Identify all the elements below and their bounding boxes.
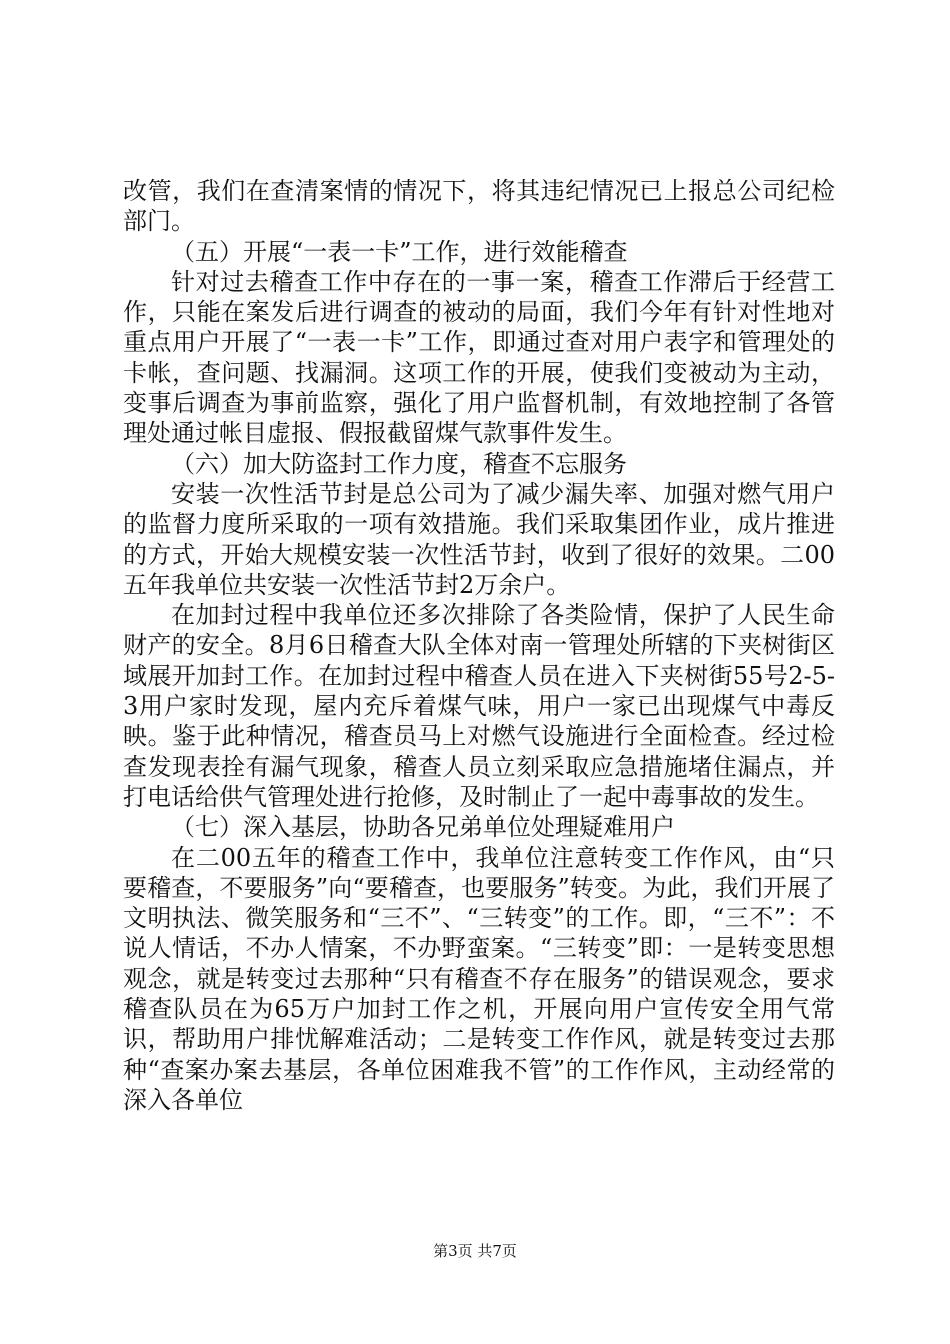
section-heading-7: （七）深入基层，协助各兄弟单位处理疑难用户 bbox=[171, 813, 675, 842]
section-heading-6: （六）加大防盗封工作力度，稽查不忘服务 bbox=[171, 449, 627, 478]
paragraph-seal-installation: 安装一次性活节封是总公司为了减少漏失率、加强对燃气用户的监督力度所采取的一项有效措施。我们采取集团作业，成片推进的方式，开始大规模安装一次性活节封，收到了很好的效果。二00五年我单位共安装一次性活节封2万余户。 bbox=[123, 479, 835, 599]
page-number-footer: 第3页 共7页 bbox=[433, 1242, 517, 1260]
paragraph-continuation: 改管，我们在查清案情的情况下，将其违纪情况已上报总公司纪检部门。 bbox=[123, 177, 835, 236]
section-heading-5: （五）开展“一表一卡”工作，进行效能稽查 bbox=[171, 237, 628, 266]
document-body bbox=[123, 176, 835, 1115]
paragraph-efficiency-audit: 针对过去稽查工作中存在的一事一案，稽查工作滞后于经营工作，只能在案发后进行调查的被动的局面，我们今年有针对性地对重点用户开展了“一表一卡”工作，即通过查对用户表字和管理处的卡帐，查问题、找漏洞。这项工作的开展，使我们变被动为主动，变事后调查为事前监察，强化了用户监督机制，有效地控制了各管理处通过帐目虚报、假报截留煤气款事件发生。 bbox=[123, 267, 835, 448]
paragraph-service-shift: 在二00五年的稽查工作中，我单位注意转变工作作风，由“只要稽查，不要服务”向“要稽查，也要服务”转变。为此，我们开展了文明执法、微笑服务和“三不”、“三转变”的工作。即，“三不”：不说人情话，不办人情案，不办野蛮案。“三转变”即：一是转变思想观念，就是转变过去那种“只有稽查不存在服务”的错误观念，要求稽查队员在为65万户加封工作之机，开展向用户宣传安全用气常识，帮助用户排忧解难活动；二是转变工作作风，就是转变过去那种“查案办案去基层，各单位困难我不管”的工作作风，主动经常的深入各单位 bbox=[123, 843, 835, 1114]
paragraph-hazard-removal: 在加封过程中我单位还多次排除了各类险情，保护了人民生命财产的安全。8月6日稽查大队全体对南一管理处所辖的下夹树街区域展开加封工作。在加封过程中稽查人员在进入下夹树街55号2-5-3用户家时发现，屋内充斥着煤气味，用户一家已出现煤气中毒反映。鉴于此种情况，稽查员马上对燃气设施进行全面检查。经过检查发现表拴有漏气现象，稽查人员立刻采取应急措施堵住漏点，并打电话给供气管理处进行抢修，及时制止了一起中毒事故的发生。 bbox=[123, 601, 835, 811]
